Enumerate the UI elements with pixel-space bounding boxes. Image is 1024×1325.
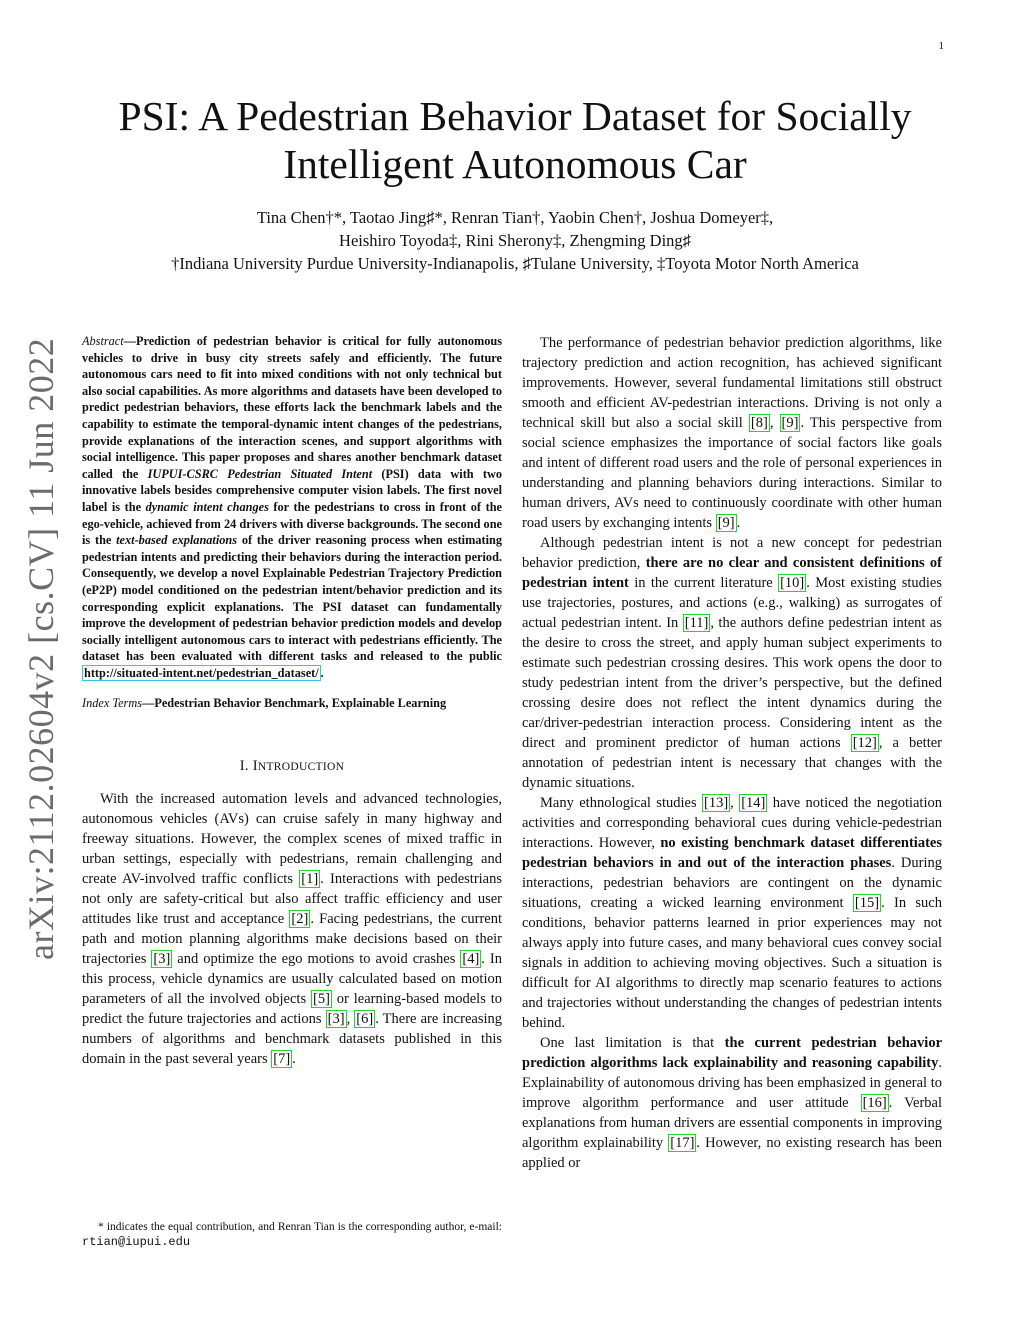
body-text: . Most existing studies use trajectories, postures, and actions (e.g., walking) as surrogates of actual pedestrian intent. In <box>522 575 942 631</box>
citation-link[interactable]: [11] <box>684 615 709 631</box>
body-text: . During interactions, pedestrian behaviors are contingent on the dynamic situations, creating a wicked learning environment <box>522 855 942 911</box>
intro-paragraph <box>82 789 502 1069</box>
abstract-text: (PSI) data with two innovative labels besides comprehensive computer vision labels. The first novel label is the <box>82 466 502 514</box>
body-text: in the current literature <box>628 575 779 591</box>
right-column <box>522 333 942 1173</box>
body-text: , <box>346 1011 355 1028</box>
body-text: . Explainability of autonomous driving has been emphasized in general to improve algorithm performance and user attitude <box>522 1055 942 1111</box>
body-paragraph <box>522 333 942 533</box>
citation-link[interactable]: [9] <box>717 515 735 531</box>
abstract-label: Abstract <box>82 334 124 348</box>
abstract-text: . <box>320 665 324 680</box>
citation-link[interactable]: [6] <box>356 1011 374 1028</box>
citation-link[interactable]: [1] <box>301 871 319 888</box>
citation-link[interactable]: [17] <box>670 1135 695 1151</box>
body-paragraph <box>522 533 942 793</box>
section-title-rest: NTRODUCTION <box>257 761 345 774</box>
citation-link[interactable]: [3] <box>327 1011 345 1028</box>
dataset-link[interactable]: http://situated-intent.net/pedestrian_dataset/ <box>84 665 319 680</box>
body-text: , <box>769 415 780 431</box>
citation-link[interactable]: [5] <box>312 991 330 1008</box>
body-text: With the increased automation levels and advanced technologies, autonomous vehicles (AVs) can cruise safely in many highway and freeway situations. However, the complex scenes of mixed traffic in urban settings, especially with pedestrians, remain challenging and create AV-involved traffic conflicts <box>82 791 502 888</box>
body-text: One last limitation is that <box>540 1035 725 1051</box>
body-text: , the authors define pedestrian intent as the desire to cross the street, and apply human subject experiments to estimate such pedestrian crossing desires. This work opens the door to study pedestrian intent from the driver’s perspective, but the defined crossing desire does not reflect the intent dynamics during the car/driver-pedestrian interaction process. Considering intent as the direct and prominent predictor of human actions <box>522 615 942 751</box>
abstract-emphasis: text-based explanations <box>116 533 238 548</box>
left-column <box>82 333 502 1069</box>
citation-link[interactable]: [9] <box>781 415 799 431</box>
citation-link[interactable]: [12] <box>852 735 877 751</box>
citation-link[interactable]: [2] <box>291 911 309 928</box>
body-text: Although pedestrian intent is not a new concept for pedestrian behavior prediction, <box>522 535 942 571</box>
citation-link[interactable]: [8] <box>750 415 768 431</box>
body-text: . Interactions with pedestrians not only are safety-critical but also affect traffic efficiency and user attitudes like trust and acceptance <box>82 871 503 928</box>
body-text: . <box>736 515 741 531</box>
index-terms-label: Index Terms <box>82 696 143 711</box>
page-number: 1 <box>938 40 944 52</box>
affiliations: †Indiana University Purdue University-Indianapolis, ♯Tulane University, ‡Toyota Motor North America <box>171 254 859 273</box>
abstract-text: of the driver reasoning process when estimating pedestrian intents and predicting their behaviors during the interaction period. Consequently, we develop a novel Explainable Pedestrian Trajectory Prediction (eP2P) model conditioned on the pedestrian intent/behavior prediction and its corresponding explicit explanations. The PSI dataset can fundamentally improve the development of pedestrian behavior prediction models and develop socially intelligent autonomous cars to interact with pedestrians efficiently. The dataset has been evaluated with different tasks and released to the public <box>82 533 502 664</box>
citation-link[interactable]: [15] <box>854 895 880 911</box>
body-bold-text: no existing benchmark dataset differentiates pedestrian behaviors in and out of the interaction phases <box>522 835 942 871</box>
authors-line-2: Heishiro Toyoda‡, Rini Sherony‡, Zhengming Ding♯ <box>339 231 691 250</box>
body-text: . Verbal explanations from human drivers are essential components in improving algorithm explainability <box>522 1095 942 1151</box>
footnote-text: * indicates the equal contribution, and Renran Tian is the corresponding author, e-mail: <box>98 1221 502 1233</box>
arxiv-identifier: arXiv:2112.02604v2 [cs.CV] 11 Jun 2022 <box>21 337 61 960</box>
authors-line-1: Tina Chen†*, Taotao Jing♯*, Renran Tian†, Yaobin Chen†, Joshua Domeyer‡, <box>256 208 774 227</box>
body-text: . In this process, vehicle dynamics are usually calculated based on motion parameters of all the involved objects <box>82 951 502 1008</box>
author-block <box>60 206 970 275</box>
citation-link[interactable]: [13] <box>704 795 729 811</box>
abstract-emphasis: IUPUI-CSRC Pedestrian Situated Intent <box>147 466 373 481</box>
paper-title: PSI: A Pedestrian Behavior Dataset for Socially Intelligent Autonomous Car <box>118 93 912 187</box>
abstract-text: —Prediction of pedestrian behavior is critical for fully autonomous vehicles to drive in busy city streets safely and efficiently. The future autonomous cars need to fit into mixed conditions with not only technical but also social capabilities. As more algorithms and datasets have been developed to predict pedestrian behaviors, these efforts lack the benchmark labels and the capability to estimate the temporal-dynamic intent changes of the pedestrians, provide explanations of the interaction scenes, and support algorithms with social intelligence. This paper proposes and shares another benchmark dataset called the <box>82 334 502 481</box>
body-text: Many ethnological studies <box>540 795 702 811</box>
body-text: . However, no existing research has been applied or <box>522 1135 942 1171</box>
body-text: The performance of pedestrian behavior prediction algorithms, like trajectory prediction and action recognition, has achieved significant improvements. However, several fundamental limitations still obstruct smooth and efficient AV-pedestrian interactions. Driving is not only a technical skill but also a social skill <box>522 335 942 431</box>
footnote-email: rtian@iupui.edu <box>82 1235 191 1249</box>
body-text: or learning-based models to predict the future trajectories and actions <box>82 991 503 1028</box>
citation-link[interactable]: [16] <box>862 1095 887 1111</box>
body-text: . Facing pedestrians, the current path and motion planning algorithms make decisions based on their trajectories <box>82 911 502 968</box>
body-text: . <box>292 1051 296 1068</box>
citation-link[interactable]: [14] <box>741 795 766 811</box>
body-text: , <box>730 795 740 811</box>
citation-link[interactable]: [4] <box>462 951 480 968</box>
abstract <box>82 333 502 681</box>
citation-link[interactable]: [10] <box>780 575 805 591</box>
index-terms-text: —Pedestrian Behavior Benchmark, Explainable Learning <box>142 696 447 711</box>
footnote <box>82 1220 502 1250</box>
body-text: , a better annotation of pedestrian intent is necessary that changes with the dynamic situations. <box>522 735 942 791</box>
citation-link[interactable]: [3] <box>153 951 171 968</box>
abstract-emphasis: dynamic intent changes <box>145 499 269 514</box>
body-text: have noticed the negotiation activities and corresponding behavioral cues during vehicle-pedestrian interactions. However, <box>522 795 942 851</box>
body-paragraph <box>522 1033 942 1173</box>
index-terms <box>82 695 502 712</box>
body-bold-text: there are no clear and consistent definitions of pedestrian intent <box>522 555 943 591</box>
body-text: . This perspective from social science emphasizes the importance of social factors like goals and intent of different road users and the role of personal experiences in understanding and planning behaviors during interactions. Similar to human drivers, AVs need to continuously coordinate with other human road users by exchanging intents <box>522 415 943 531</box>
section-heading-introduction <box>82 756 502 777</box>
section-title-initial: I <box>252 758 258 775</box>
abstract-text: for the pedestrians to cross in front of the ego-vehicle, achieved from 24 drivers with diverse backgrounds. The second one is the <box>82 499 502 548</box>
citation-link[interactable]: [7] <box>273 1051 291 1068</box>
body-bold-text: the current pedestrian behavior prediction algorithms lack explainability and reasoning capability <box>522 1035 943 1071</box>
body-text: . There are increasing numbers of algorithms and benchmark datasets published in this domain in the past several years <box>82 1011 502 1068</box>
body-paragraph <box>522 793 942 1033</box>
body-text: and optimize the ego motions to avoid crashes <box>172 951 461 968</box>
section-number: I. <box>239 758 253 775</box>
body-text: . In such conditions, behavior patterns learned in prior experiences may not always apply into future cases, and many behavioral cues convey social signals in addition to achieving moving objectives. Such a situation is difficult for AI algorithms to directly map scenario features to actions and trajectories without understanding the changes of pedestrian intents behind. <box>522 895 942 1031</box>
